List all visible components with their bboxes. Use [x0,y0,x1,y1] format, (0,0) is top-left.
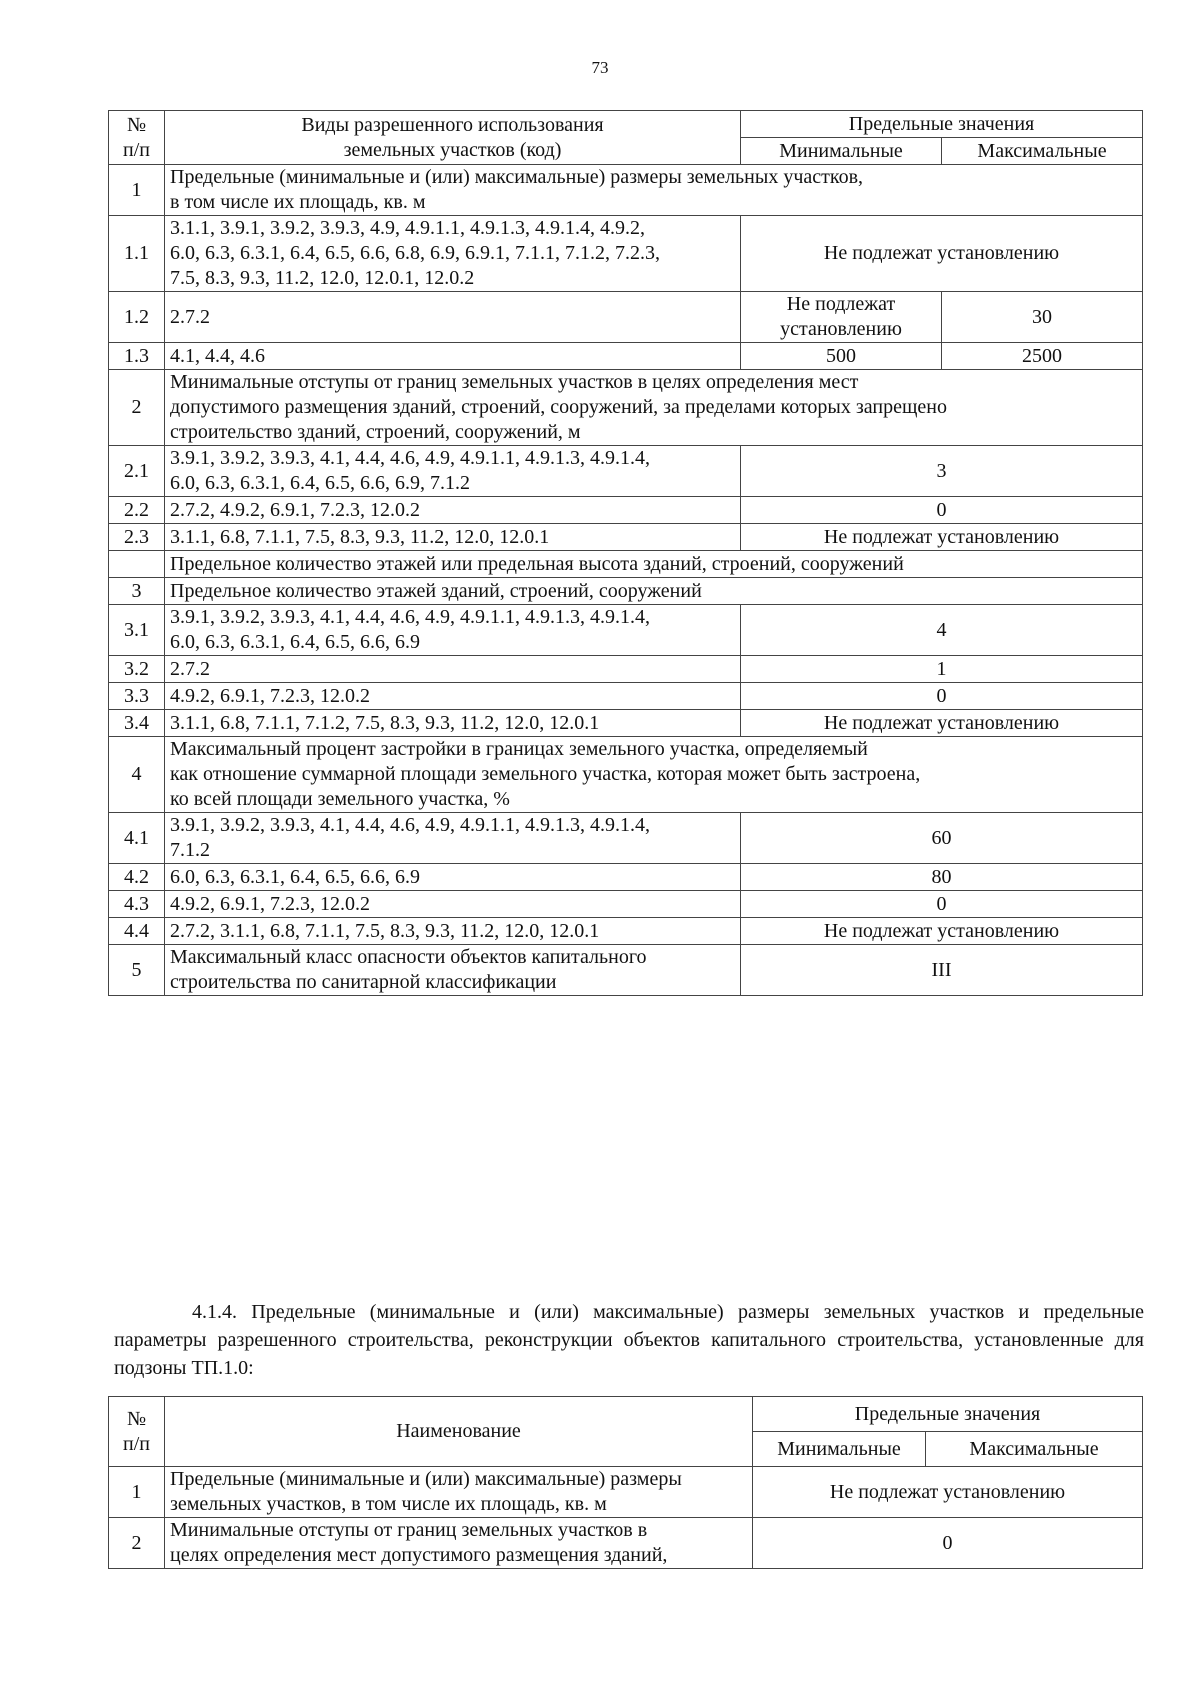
land-use-codes: 3.9.1, 3.9.2, 3.9.3, 4.1, 4.4, 4.6, 4.9, 4.9.1.1, 4.9.1.3, 4.9.1.4, 7.1.2 [165,813,741,864]
row-number: 1.3 [109,343,165,370]
section-paragraph: 4.1.4. Предельные (минимальные и (или) максимальные) размеры земельных участков и предельные параметры разрешенного строительства, реконструкции объектов капитального строительства, установленные для подзоны ТП.1.0: [114,1301,1144,1379]
header-max: Максимальные [926,1432,1143,1467]
header-limits: Предельные значения [741,111,1143,138]
header-min: Минимальные [753,1432,926,1467]
parameter-name: Минимальные отступы от границ земельных участков в целях определения мест допустимого размещения зданий, [165,1518,753,1569]
table-row [109,216,1143,292]
page-number: 73 [591,58,609,77]
max-value: 30 [942,292,1143,343]
limit-value: 1 [741,656,1143,683]
land-use-limits-table [108,110,1143,996]
row-number: 2 [109,370,165,446]
table-row [109,165,1143,216]
land-use-codes: 2.7.2, 3.1.1, 6.8, 7.1.1, 7.5, 8.3, 9.3, 11.2, 12.0, 12.0.1 [165,918,741,945]
land-use-codes: 3.9.1, 3.9.2, 3.9.3, 4.1, 4.4, 4.6, 4.9, 4.9.1.1, 4.9.1.3, 4.9.1.4, 6.0, 6.3, 6.3.1, 6.4, 6.5, 6.6, 6.9, 7.1.2 [165,446,741,497]
row-number: 3.4 [109,710,165,737]
parameter-name: Предельные (минимальные и (или) максимальные) размеры земельных участков, в том числе их площадь, кв. м [165,1467,753,1518]
table-row [109,370,1143,446]
row-number: 4.4 [109,918,165,945]
row-number: 3.1 [109,605,165,656]
row-number: 1.1 [109,216,165,292]
table-row [109,497,1143,524]
row-number: 4 [109,737,165,813]
limit-value: III [741,945,1143,996]
row-number: 5 [109,945,165,996]
section-title: Минимальные отступы от границ земельных участков в целях определения мест допустимого размещения зданий, строений, сооружений, за пределами которых запрещено строительство зданий, строений, сооружений, м [165,370,1143,446]
table-body [109,1467,1143,1569]
limit-value: Не подлежат установлению [741,216,1143,292]
row-number: 1 [109,1467,165,1518]
min-value: 500 [741,343,942,370]
max-value: 2500 [942,343,1143,370]
table-row [109,1518,1143,1569]
header-num: № п/п [109,1397,165,1467]
row-number: 2.1 [109,446,165,497]
table-row [109,813,1143,864]
table-row [109,446,1143,497]
row-number: 4.1 [109,813,165,864]
table-row [109,578,1143,605]
table-row [109,864,1143,891]
table-header-row [109,1397,1143,1432]
row-number: 3.3 [109,683,165,710]
row-number: 2.2 [109,497,165,524]
section-title: Предельные (минимальные и (или) максимальные) размеры земельных участков, в том числе их площадь, кв. м [165,165,1143,216]
land-use-codes: 4.1, 4.4, 4.6 [165,343,741,370]
limit-value: 3 [741,446,1143,497]
limit-value: 80 [741,864,1143,891]
land-use-codes: 3.1.1, 6.8, 7.1.1, 7.5, 8.3, 9.3, 11.2, 12.0, 12.0.1 [165,524,741,551]
limit-value: 0 [741,683,1143,710]
table-row [109,683,1143,710]
min-value: Не подлежат установлению [741,292,942,343]
land-use-codes: 2.7.2, 4.9.2, 6.9.1, 7.2.3, 12.0.2 [165,497,741,524]
land-use-codes: 6.0, 6.3, 6.3.1, 6.4, 6.5, 6.6, 6.9 [165,864,741,891]
section-title: Максимальный процент застройки в границах земельного участка, определяемый как отношение суммарной площади земельного участка, которая может быть застроена, ко всей площади земельного участка, % [165,737,1143,813]
land-use-codes: 3.1.1, 6.8, 7.1.1, 7.1.2, 7.5, 8.3, 9.3, 11.2, 12.0, 12.0.1 [165,710,741,737]
table-row [109,524,1143,551]
table-header-row [109,111,1143,138]
limit-value: 60 [741,813,1143,864]
header-limits: Предельные значения [753,1397,1143,1432]
land-use-codes: 3.1.1, 3.9.1, 3.9.2, 3.9.3, 4.9, 4.9.1.1, 4.9.1.3, 4.9.1.4, 4.9.2, 6.0, 6.3, 6.3.1, 6.4, 6.5, 6.6, 6.8, 6.9, 6.9.1, 7.1.1, 7.1.2, 7.2.3, 7.5, 8.3, 9.3, 11.2, 12.0, 12.0.1, 12.0.2 [165,216,741,292]
subzone-limits-table [108,1396,1143,1569]
row-number: 4.3 [109,891,165,918]
table-row [109,656,1143,683]
row-number: 3.2 [109,656,165,683]
land-use-codes: 2.7.2 [165,656,741,683]
section-title: Предельное количество этажей зданий, строений, сооружений [165,578,1143,605]
table-row [109,918,1143,945]
limit-value: 4 [741,605,1143,656]
row-number: 4.2 [109,864,165,891]
header-num: № п/п [109,111,165,165]
row-number: 3 [109,578,165,605]
table-row [109,945,1143,996]
table-row [109,1467,1143,1518]
header-min: Минимальные [741,138,942,165]
table-row [109,737,1143,813]
table-row [109,343,1143,370]
limit-value: Не подлежат установлению [753,1467,1143,1518]
land-use-codes: 2.7.2 [165,292,741,343]
table-body [109,165,1143,996]
limit-value: 0 [753,1518,1143,1569]
table-row [109,292,1143,343]
header-max: Максимальные [942,138,1143,165]
header-name: Наименование [165,1397,753,1467]
section-title: Предельное количество этажей или предельная высота зданий, строений, сооружений [165,551,1143,578]
row-number: 2 [109,1518,165,1569]
limit-value: Не подлежат установлению [741,524,1143,551]
row-number: 1.2 [109,292,165,343]
table-row [109,551,1143,578]
row-number: 2.3 [109,524,165,551]
table-row [109,710,1143,737]
limit-value: 0 [741,891,1143,918]
land-use-codes: 3.9.1, 3.9.2, 3.9.3, 4.1, 4.4, 4.6, 4.9, 4.9.1.1, 4.9.1.3, 4.9.1.4, 6.0, 6.3, 6.3.1, 6.4, 6.5, 6.6, 6.9 [165,605,741,656]
limit-value: Не подлежат установлению [741,710,1143,737]
limit-value: Не подлежат установлению [741,918,1143,945]
table-row [109,891,1143,918]
row-number: 1 [109,165,165,216]
land-use-codes: 4.9.2, 6.9.1, 7.2.3, 12.0.2 [165,891,741,918]
land-use-codes: Максимальный класс опасности объектов капитального строительства по санитарной классификации [165,945,741,996]
land-use-codes: 4.9.2, 6.9.1, 7.2.3, 12.0.2 [165,683,741,710]
row-number [109,551,165,578]
limit-value: 0 [741,497,1143,524]
header-kinds: Виды разрешенного использования земельных участков (код) [165,111,741,165]
table-row [109,605,1143,656]
